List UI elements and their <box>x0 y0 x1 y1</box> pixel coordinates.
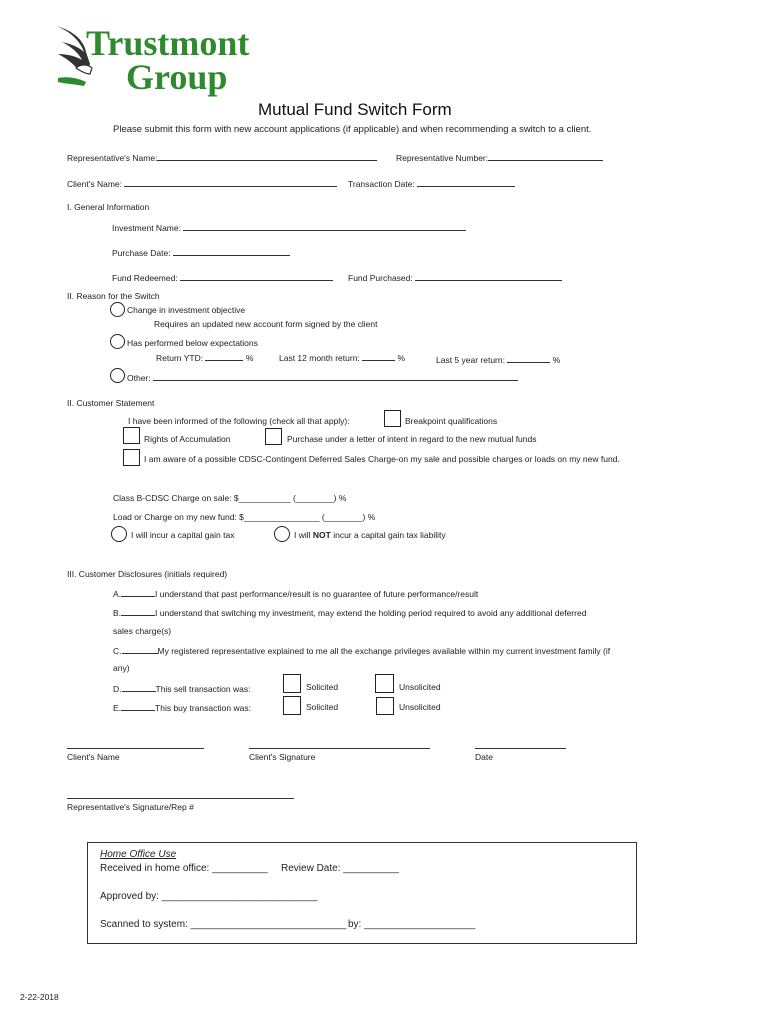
disclosure-a-text: I understand that past performance/result is no guarantee of future performance/result <box>155 589 479 599</box>
change-objective-label: Change in investment objective <box>127 305 246 315</box>
home-office-heading: Home Office Use <box>100 849 177 860</box>
return-ytd-pct: % <box>245 353 254 363</box>
letter-label: Purchase under a letter of intent in regard to the new mutual funds <box>287 434 537 444</box>
disclosure-b-label: B. <box>113 608 122 618</box>
disclosure-e-initials[interactable] <box>121 701 155 711</box>
disclosure-b-text2: sales charge(s) <box>113 626 172 636</box>
investment-name-field[interactable] <box>183 221 466 231</box>
disclosure-d-label: D. <box>113 684 122 694</box>
fund-purchased-row <box>348 271 562 283</box>
disclosure-d-initials[interactable] <box>122 682 156 692</box>
fund-redeemed-label: Fund Redeemed: <box>112 273 178 283</box>
letter-checkbox[interactable] <box>265 428 282 445</box>
client-signature-line[interactable] <box>249 739 430 749</box>
disclosure-b-text: I understand that switching my investment, may extend the holding period required to avoid any additional deferred <box>155 608 587 618</box>
purchase-date-label: Purchase Date: <box>112 248 171 258</box>
date-signature-line[interactable] <box>475 739 566 749</box>
last12-row <box>279 351 405 363</box>
investment-name-row <box>112 221 466 233</box>
other-radio[interactable] <box>110 368 125 383</box>
class-b-cdsc-row: Class B-CDSC Charge on sale: $___________ (________) % <box>113 493 347 503</box>
fund-purchased-field[interactable] <box>415 271 562 281</box>
section1-heading: I. General Information <box>67 202 150 212</box>
fund-redeemed-field[interactable] <box>180 271 333 281</box>
disclosure-e-row <box>113 701 251 713</box>
no-capital-gain-post: incur a capital gain tax liability <box>330 530 446 540</box>
breakpoint-checkbox[interactable] <box>384 410 401 427</box>
client-name-field[interactable] <box>124 177 337 187</box>
cdsc-label: I am aware of a possible CDSC-Contingent Deferred Sales Charge-on my sale and possible charges or loads on my new fund. <box>144 454 620 464</box>
disclosure-e-label: E. <box>113 703 122 713</box>
client-name-row <box>67 177 337 189</box>
section2-heading: II. Reason for the Switch <box>67 291 160 301</box>
rep-number-row <box>396 151 603 163</box>
disclosure-a-label: A. <box>113 589 122 599</box>
logo-group: Group <box>126 57 228 97</box>
section3-heading: II. Customer Statement <box>67 398 155 408</box>
other-row <box>127 371 518 383</box>
below-expectations-radio[interactable] <box>110 334 125 349</box>
transaction-date-field[interactable] <box>417 177 515 187</box>
transaction-date-row <box>348 177 515 189</box>
rights-checkbox[interactable] <box>123 427 140 444</box>
disclosure-c-text2: any) <box>113 663 130 673</box>
investment-name-label: Investment Name: <box>112 223 181 233</box>
buy-solicited-checkbox[interactable] <box>283 696 301 715</box>
last12-pct: % <box>397 353 406 363</box>
transaction-date-label: Transaction Date: <box>348 179 415 189</box>
review-date-field[interactable]: Review Date: __________ <box>281 863 399 874</box>
no-capital-gain-pre: I will <box>294 530 313 540</box>
load-charge-row: Load or Charge on my new fund: $________________ (________) % <box>113 512 376 522</box>
fund-redeemed-row <box>112 271 333 283</box>
sell-unsolicited-checkbox[interactable] <box>375 674 394 693</box>
breakpoint-label: Breakpoint qualifications <box>405 416 498 426</box>
return-ytd-label: Return YTD: <box>156 353 204 363</box>
form-title: Mutual Fund Switch Form <box>258 100 452 119</box>
client-name-signature-line[interactable] <box>67 739 204 749</box>
last5-pct: % <box>552 355 561 365</box>
client-signature-caption: Client's Signature <box>249 752 316 762</box>
form-subtitle: Please submit this form with new account applications (if applicable) and when recommending a switch to a client. <box>113 124 592 135</box>
disclosure-e-text: This buy transaction was: <box>155 703 251 713</box>
last5-row <box>436 353 560 365</box>
rep-number-field[interactable] <box>488 151 603 161</box>
disclosure-b-initials[interactable] <box>121 606 155 616</box>
change-objective-radio[interactable] <box>110 302 125 317</box>
buy-unsolicited-checkbox[interactable] <box>376 697 394 715</box>
buy-unsolicited-label: Unsolicited <box>399 702 441 712</box>
last5-label: Last 5 year return: <box>436 355 505 365</box>
return-ytd-row <box>156 351 253 363</box>
last12-label: Last 12 month return: <box>279 353 360 363</box>
disclosure-c-row <box>113 644 610 656</box>
last12-field[interactable] <box>362 351 395 361</box>
other-field[interactable] <box>153 371 518 381</box>
below-expectations-label: Has performed below expectations <box>127 338 258 348</box>
return-ytd-field[interactable] <box>205 351 243 361</box>
rep-number-label: Representative Number: <box>396 153 489 163</box>
disclosure-c-text: My registered representative explained to me all the exchange privileges available within my current investment family (if <box>157 646 611 656</box>
informed-label: I have been informed of the following (check all that apply): <box>128 416 350 426</box>
disclosure-b-row <box>113 606 586 618</box>
sell-solicited-label: Solicited <box>306 682 339 692</box>
no-capital-gain-label <box>294 530 446 540</box>
disclosure-d-text: This sell transaction was: <box>155 684 251 694</box>
date-caption: Date <box>475 752 493 762</box>
sell-unsolicited-label: Unsolicited <box>399 682 441 692</box>
client-name-caption: Client's Name <box>67 752 120 762</box>
other-label: Other: <box>127 373 151 383</box>
client-name-label: Client's Name: <box>67 179 123 189</box>
rep-name-label: Representative's Name: <box>67 153 158 163</box>
rep-name-field[interactable] <box>157 151 377 161</box>
disclosure-c-label: C. <box>113 646 122 656</box>
disclosure-d-row <box>113 682 250 694</box>
no-capital-gain-bold: NOT <box>312 530 331 540</box>
disclosure-a-row <box>113 587 478 599</box>
rights-label: Rights of Accumulation <box>144 434 231 444</box>
disclosure-c-initials[interactable] <box>122 644 158 654</box>
sell-solicited-checkbox[interactable] <box>283 674 301 693</box>
section4-heading: III. Customer Disclosures (initials required) <box>67 569 228 579</box>
logo-trustmont: Trustmont <box>86 23 250 63</box>
received-field[interactable]: Received in home office: __________ <box>100 863 268 874</box>
buy-solicited-label: Solicited <box>306 702 339 712</box>
capital-gain-radio[interactable] <box>111 526 127 542</box>
disclosure-a-initials[interactable] <box>121 587 155 597</box>
approved-by-field[interactable]: Approved by: ____________________________ <box>100 891 318 902</box>
no-capital-gain-radio[interactable] <box>274 526 290 542</box>
fund-purchased-label: Fund Purchased: <box>348 273 413 283</box>
footer-date: 2-22-2018 <box>20 992 59 1002</box>
purchase-date-row <box>112 246 290 258</box>
change-objective-note: Requires an updated new account form signed by the client <box>154 319 378 329</box>
purchase-date-field[interactable] <box>173 246 290 256</box>
scanned-field[interactable]: Scanned to system: ____________________________ <box>100 919 347 930</box>
scanned-by-field[interactable]: by: ____________________ <box>348 919 476 930</box>
capital-gain-label: I will incur a capital gain tax <box>131 530 235 540</box>
last5-field[interactable] <box>507 353 550 363</box>
rep-signature-line[interactable] <box>67 789 294 799</box>
home-office-box <box>87 842 637 944</box>
rep-name-row <box>67 151 377 163</box>
cdsc-checkbox[interactable] <box>123 449 140 466</box>
rep-signature-caption: Representative's Signature/Rep # <box>67 802 194 812</box>
